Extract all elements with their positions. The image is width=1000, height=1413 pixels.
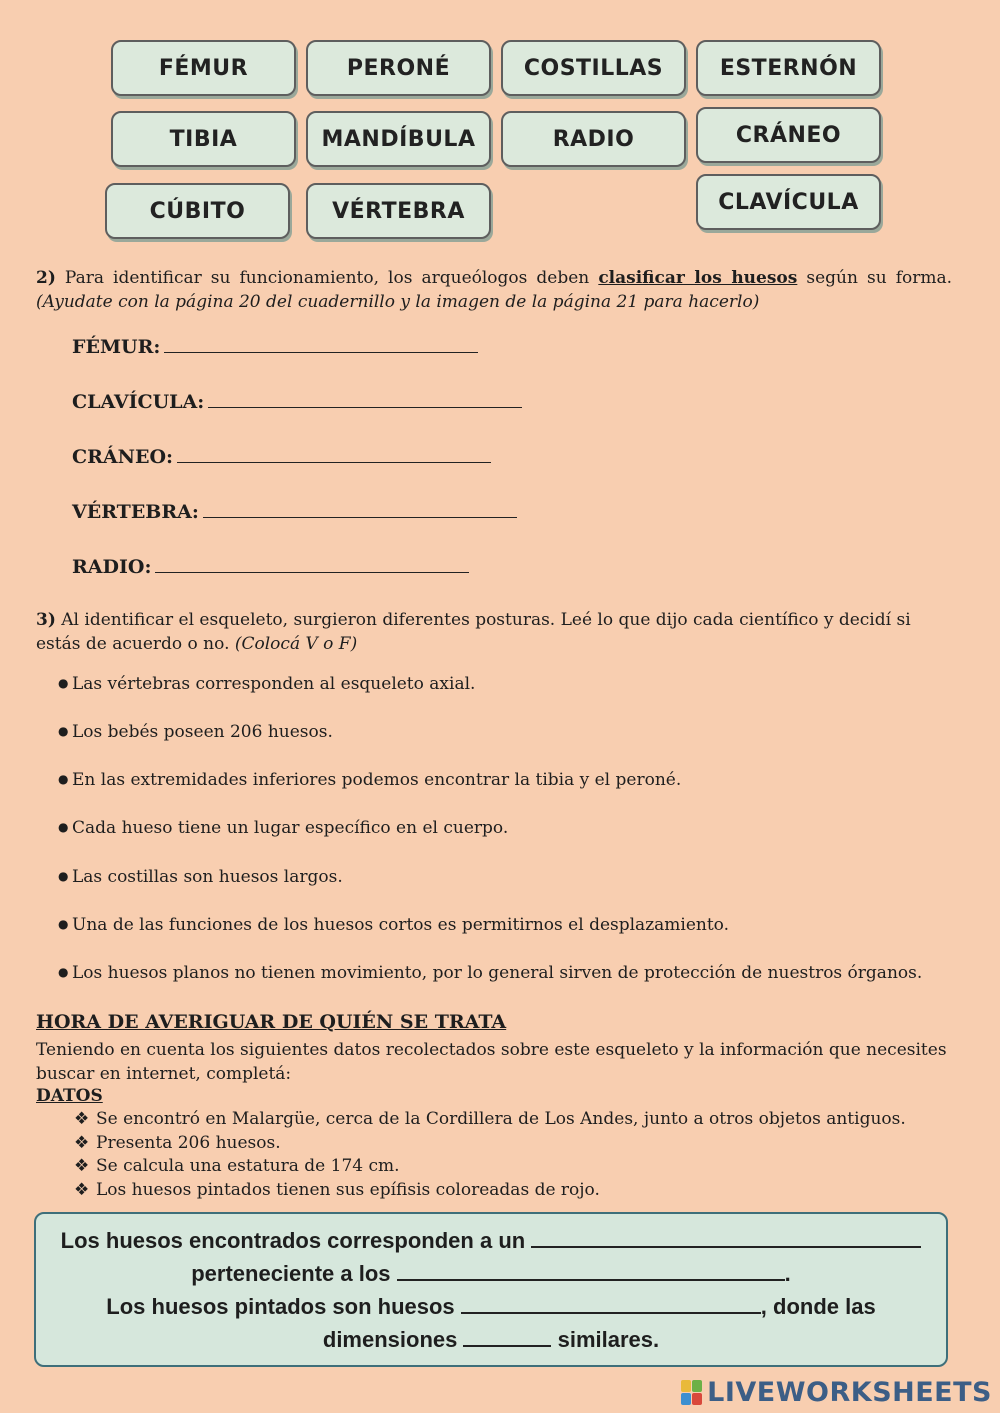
blank-4[interactable] (463, 1327, 551, 1347)
diamond-bullet-icon: ❖ (74, 1109, 90, 1129)
word-tile-clavicula[interactable]: CLAVÍCULA (696, 174, 881, 230)
bullet-icon: ● (58, 772, 69, 786)
bullet-icon: ● (58, 917, 69, 931)
question-3-text: Al identificar el esqueleto, surgieron diferentes posturas. Leé lo que dijo cada científico y decidí si estás de acuerdo o no. (36, 610, 911, 654)
word-tile-costillas[interactable]: COSTILLAS (501, 40, 686, 96)
classify-femur: FÉMUR: (72, 336, 478, 358)
question-3-hint: (Colocá V o F) (234, 634, 358, 654)
diamond-bullet-icon: ❖ (74, 1180, 90, 1200)
answer-line-craneo[interactable] (177, 446, 491, 463)
question-3-prompt (36, 608, 952, 656)
answer-line-radio[interactable] (155, 556, 469, 573)
answer-line-clavicula[interactable] (208, 391, 522, 408)
question-2-number: 2) (36, 268, 56, 288)
answer-line-femur[interactable] (164, 336, 478, 353)
logo-mark-icon (681, 1380, 703, 1406)
answer-line-2: perteneciente a los . (191, 1261, 791, 1286)
word-tile-mandibula[interactable]: MANDÍBULA (306, 111, 491, 167)
blank-1[interactable] (531, 1228, 921, 1248)
section-heading: HORA DE AVERIGUAR DE QUIÉN SE TRATA (36, 1011, 507, 1033)
word-tile-esternon[interactable]: ESTERNÓN (696, 40, 881, 96)
answer-box (34, 1212, 948, 1367)
word-tile-cubito[interactable]: CÚBITO (105, 183, 290, 239)
classify-radio: RADIO: (72, 556, 469, 578)
question-2-keyword: clasificar los huesos (598, 268, 798, 288)
word-tile-radio[interactable]: RADIO (501, 111, 686, 167)
dato-item: ❖ Se calcula una estatura de 174 cm. (74, 1156, 400, 1176)
section-intro: Teniendo en cuenta los siguientes datos recolectados sobre este esqueleto y la información que necesites buscar en internet, completá: (36, 1040, 947, 1084)
statement-item[interactable]: ● Los bebés poseen 206 huesos. (58, 722, 333, 742)
word-tile-vertebra[interactable]: VÉRTEBRA (306, 183, 491, 239)
bullet-icon: ● (58, 965, 69, 979)
question-3-number: 3) (36, 610, 56, 630)
answer-line-1: Los huesos encontrados corresponden a un (36, 1228, 946, 1254)
statement-item[interactable]: ● Cada hueso tiene un lugar específico en el cuerpo. (58, 818, 509, 838)
word-tile-craneo[interactable]: CRÁNEO (696, 107, 881, 163)
word-tile-perone[interactable]: PERONÉ (306, 40, 491, 96)
diamond-bullet-icon: ❖ (74, 1133, 90, 1153)
dato-item: ❖ Presenta 206 huesos. (74, 1133, 281, 1153)
question-2-hint: (Ayudate con la página 20 del cuadernillo y la imagen de la página 21 para hacerlo) (36, 292, 760, 312)
question-2-text: Para identificar su funcionamiento, los arqueólogos deben (64, 268, 590, 288)
dato-item: ❖ Se encontró en Malargüe, cerca de la Cordillera de Los Andes, junto a otros objetos antiguos. (74, 1109, 906, 1129)
bullet-icon: ● (58, 676, 69, 690)
blank-2[interactable] (397, 1261, 785, 1281)
bullet-icon: ● (58, 724, 69, 738)
classify-craneo: CRÁNEO: (72, 446, 491, 468)
brand-text: LIVEWORKSHEETS (707, 1377, 992, 1408)
statement-item[interactable]: ● Las costillas son huesos largos. (58, 867, 343, 887)
dato-item: ❖ Los huesos pintados tienen sus epífisis coloreadas de rojo. (74, 1180, 600, 1200)
blank-3[interactable] (461, 1294, 761, 1314)
bullet-icon: ● (58, 820, 69, 834)
statement-item[interactable]: ● En las extremidades inferiores podemos encontrar la tibia y el peroné. (58, 770, 682, 790)
answer-line-vertebra[interactable] (203, 501, 517, 518)
word-tile-tibia[interactable]: TIBIA (111, 111, 296, 167)
statement-item[interactable]: ● Las vértebras corresponden al esqueleto axial. (58, 674, 476, 694)
classify-vertebra: VÉRTEBRA: (72, 501, 517, 523)
answer-line-4: dimensiones similares. (322, 1327, 660, 1352)
question-2-prompt (36, 266, 952, 290)
diamond-bullet-icon: ❖ (74, 1156, 90, 1176)
word-tile-femur[interactable]: FÉMUR (111, 40, 296, 96)
statement-item[interactable]: ● Los huesos planos no tienen movimiento, por lo general sirven de protección de nuestros órganos. (58, 963, 923, 983)
statement-item[interactable]: ● Una de las funciones de los huesos cortos es permitirnos el desplazamiento. (58, 915, 730, 935)
bullet-icon: ● (58, 869, 69, 883)
question-2-text-end: según su forma. (806, 268, 953, 288)
datos-title: DATOS (36, 1086, 103, 1106)
answer-line-3: Los huesos pintados son huesos , donde las (106, 1294, 876, 1319)
liveworksheets-logo (681, 1377, 992, 1408)
classify-clavicula: CLAVÍCULA: (72, 391, 522, 413)
